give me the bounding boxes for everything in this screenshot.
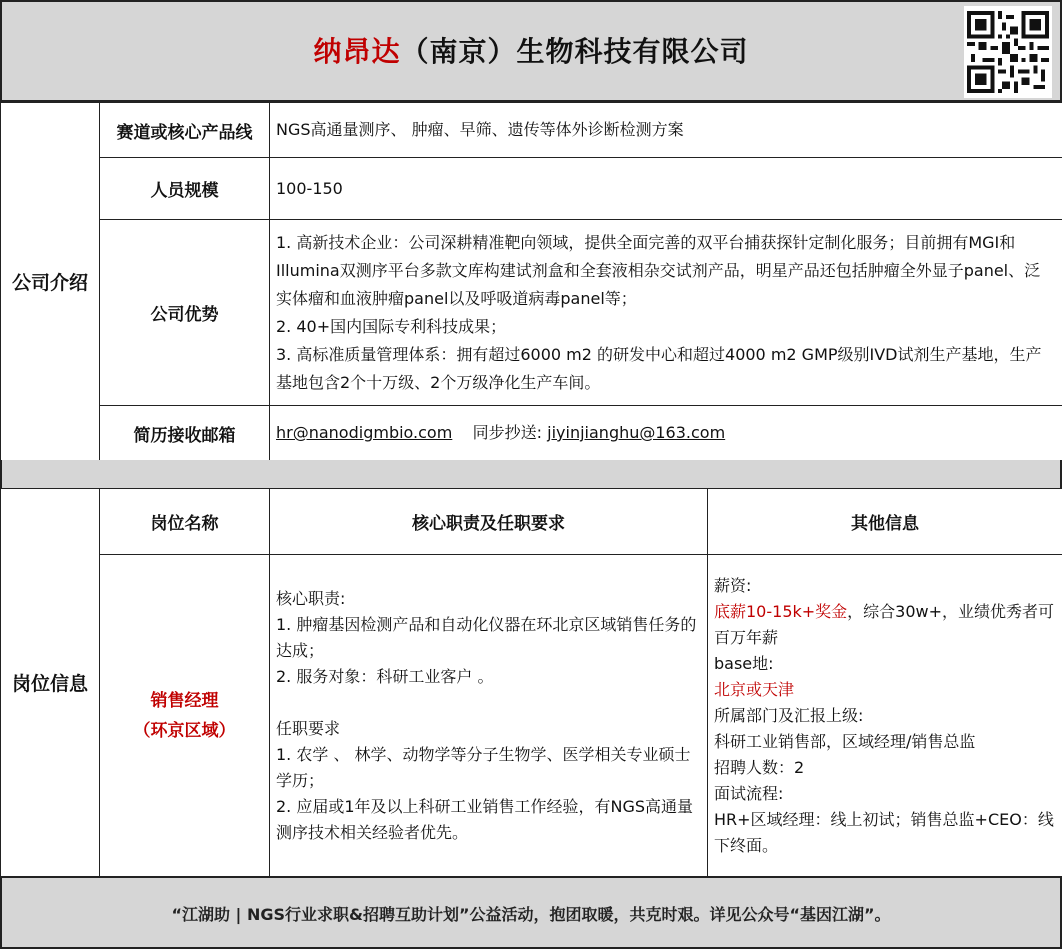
advantage-line: 3. 高标准质量管理体系：拥有超过6000 m2 的研发中心和超过4000 m2 GMP级别IVD试剂生产基地，生产基地包含2个十万级、2个万级净化生产车间。 <box>276 344 1042 392</box>
salary-value <box>714 599 1056 651</box>
duty-line: 1. 肿瘤基因检测产品和自动化仪器在环北京区域销售任务的达成； <box>276 614 697 660</box>
job-region: （环京区域） <box>133 720 236 741</box>
size-value: 100-150 <box>270 158 1062 220</box>
position-info-table <box>0 488 1062 877</box>
duty-line: 1. 农学 、 林学、动物学等分子生物学、医学相关专业硕士学历； <box>276 744 691 790</box>
base-label: base地: <box>714 653 774 673</box>
job-title: 销售经理 <box>150 690 219 711</box>
size-row <box>1 158 1062 220</box>
salary-label: 薪资: <box>714 575 752 595</box>
email-label: 简历接收邮箱 <box>100 406 270 461</box>
company-title-red: 纳昂达 <box>313 35 401 68</box>
email-row <box>1 406 1062 461</box>
track-label: 赛道或核心产品线 <box>100 103 270 158</box>
company-info-table <box>0 102 1062 461</box>
advantage-row <box>1 220 1062 406</box>
duty-cell <box>270 555 708 877</box>
section-divider <box>0 460 1062 488</box>
col-job-name: 岗位名称 <box>100 489 270 555</box>
page-header <box>0 0 1062 102</box>
job-title-cell <box>100 555 270 877</box>
position-row <box>1 555 1062 877</box>
advantage-line: 1. 高新技术企业：公司深耕精准靶向领域，提供全面完善的双平台捕获探针定制化服务；目前拥有MGI和Illumina双测序平台多款文库构建试剂盒和全套液相杂交试剂产品，明星产品还包括肿瘤全外显子panel、泛实体瘤和血液肿瘤panel以及呼吸道病毒panel等； <box>276 232 1041 308</box>
dept-label: 所属部门及汇报上级: <box>714 705 864 725</box>
interview-value: HR+区域经理：线上初试；销售总监+CEO：线下终面。 <box>714 809 1054 855</box>
base-value: 北京或天津 <box>714 679 795 699</box>
advantage-label: 公司优势 <box>100 220 270 406</box>
size-label: 人员规模 <box>100 158 270 220</box>
duty-line <box>276 690 701 716</box>
advantage-value <box>270 220 1062 406</box>
col-duty: 核心职责及任职要求 <box>270 489 708 555</box>
primary-email-link[interactable]: hr@nanodigmbio.com <box>276 423 453 442</box>
duty-line: 核心职责: <box>276 588 346 608</box>
track-value: NGS高通量测序、 肿瘤、早筛、遗传等体外诊断检测方案 <box>270 103 1062 158</box>
cc-label: 同步抄送: <box>472 423 543 442</box>
position-section-label: 岗位信息 <box>1 489 100 877</box>
email-value <box>270 406 1062 461</box>
advantage-line: 2. 40+国内国际专利科技成果； <box>276 316 507 336</box>
salary-rest: ，综合30w+，业绩优秀者可百万年薪 <box>714 601 1055 647</box>
salary-red: 底薪10-15k+奖金 <box>714 601 848 621</box>
headcount: 招聘人数：2 <box>714 757 805 777</box>
footer-note: “江湖助 | NGS行业求职&招聘互助计划”公益活动，抱团取暖，共克时艰。详见公众号“基因江湖”。 <box>0 876 1062 949</box>
col-other: 其他信息 <box>708 489 1062 555</box>
position-header-row <box>1 489 1062 555</box>
qr-code-icon <box>964 6 1052 98</box>
cc-email-link[interactable]: jiyinjianghu@163.com <box>547 423 726 442</box>
dept-value: 科研工业销售部，区域经理/销售总监 <box>714 731 976 751</box>
company-title-rest: （南京）生物科技有限公司 <box>400 35 749 68</box>
duty-line: 2. 服务对象：科研工业客户 。 <box>276 666 494 686</box>
company-title <box>2 30 1060 70</box>
duty-line: 2. 应届或1年及以上科研工业销售工作经验，有NGS高通量测序技术相关经验者优先。 <box>276 796 694 842</box>
duty-line: 任职要求 <box>276 718 341 738</box>
interview-label: 面试流程: <box>714 783 784 803</box>
other-info-cell <box>708 555 1062 877</box>
track-row <box>1 103 1062 158</box>
company-section-label: 公司介绍 <box>1 103 100 461</box>
